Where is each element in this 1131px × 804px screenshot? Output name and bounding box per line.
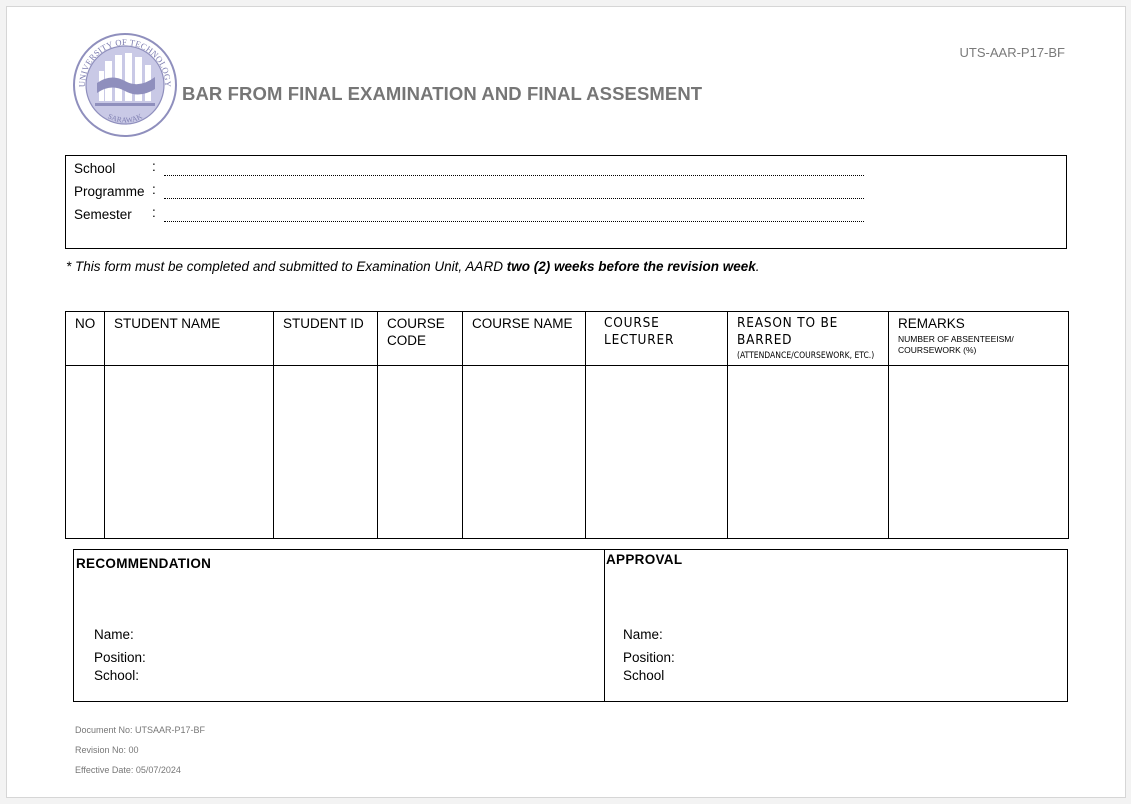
signature-divider <box>604 550 605 701</box>
table-row <box>66 366 1069 539</box>
col-remarks-sub: NUMBER OF ABSENTEEISM/ COURSEWORK (%) <box>898 334 1014 355</box>
document-code: UTS-AAR-P17-BF <box>959 45 1065 60</box>
cell-no[interactable] <box>66 366 105 539</box>
col-reason-sub: (ATTENDANCE/COURSEWORK, ETC.) <box>737 351 875 361</box>
revision-number: Revision No: 00 <box>75 745 139 755</box>
semester-line[interactable] <box>164 221 864 222</box>
semester-label: Semester <box>74 207 132 222</box>
university-logo <box>71 31 179 139</box>
submission-note <box>66 259 760 274</box>
col-remarks-label: REMARKS <box>898 316 965 331</box>
col-course-lecturer: COURSE LECTURER <box>586 312 728 366</box>
approval-school-label[interactable]: School <box>623 668 665 683</box>
programme-colon: : <box>152 182 156 197</box>
note-emphasis: two (2) weeks before the revision week <box>506 259 756 274</box>
col-student-name: STUDENT NAME <box>105 312 274 366</box>
col-no: NO <box>66 312 105 366</box>
info-box <box>65 155 1067 249</box>
col-course-code: COURSE CODE <box>378 312 463 366</box>
note-prefix: * This form must be completed and submitted to Examination Unit, AARD <box>66 259 507 274</box>
semester-colon: : <box>152 205 156 220</box>
school-label: School <box>74 161 116 176</box>
logo-top-text: UNIVERSITY OF TECHNOLOGY <box>76 36 174 88</box>
signature-box <box>73 549 1068 702</box>
semester-field[interactable] <box>74 207 864 227</box>
approval-name-label[interactable]: Name: <box>623 627 663 642</box>
recommendation-heading: RECOMMENDATION <box>76 556 212 571</box>
col-reason-label: REASON TO BE BARRED <box>737 315 839 348</box>
document-number: Document No: UTSAAR-P17-BF <box>75 725 206 735</box>
recommendation-name-label[interactable]: Name: <box>94 627 134 642</box>
school-colon: : <box>152 159 156 174</box>
school-field[interactable] <box>74 161 864 181</box>
col-course-name: COURSE NAME <box>463 312 586 366</box>
cell-course-name[interactable] <box>463 366 586 539</box>
approval-position-label[interactable]: Position: <box>623 650 675 665</box>
school-line[interactable] <box>164 175 864 176</box>
cell-course-code[interactable] <box>378 366 463 539</box>
table-header-row <box>66 312 1069 366</box>
programme-label: Programme <box>74 184 145 199</box>
recommendation-position-label[interactable]: Position: <box>94 650 146 665</box>
cell-course-lecturer[interactable] <box>586 366 728 539</box>
effective-date: Effective Date: 05/07/2024 <box>75 765 181 775</box>
approval-heading: APPROVAL <box>606 552 683 567</box>
cell-remarks[interactable] <box>889 366 1069 539</box>
col-student-id: STUDENT ID <box>274 312 378 366</box>
recommendation-school-label[interactable]: School: <box>94 668 140 683</box>
cell-reason[interactable] <box>728 366 889 539</box>
cell-student-name[interactable] <box>105 366 274 539</box>
programme-field[interactable] <box>74 184 864 204</box>
programme-line[interactable] <box>164 198 864 199</box>
note-suffix: . <box>755 259 760 274</box>
logo-bottom-text: SARAWAK <box>106 111 144 125</box>
form-title: BAR FROM FINAL EXAMINATION AND FINAL ASSESMENT <box>182 83 703 104</box>
col-reason <box>728 312 889 366</box>
col-remarks <box>889 312 1069 366</box>
form-page <box>6 6 1126 798</box>
barred-students-table <box>65 311 1069 539</box>
cell-student-id[interactable] <box>274 366 378 539</box>
